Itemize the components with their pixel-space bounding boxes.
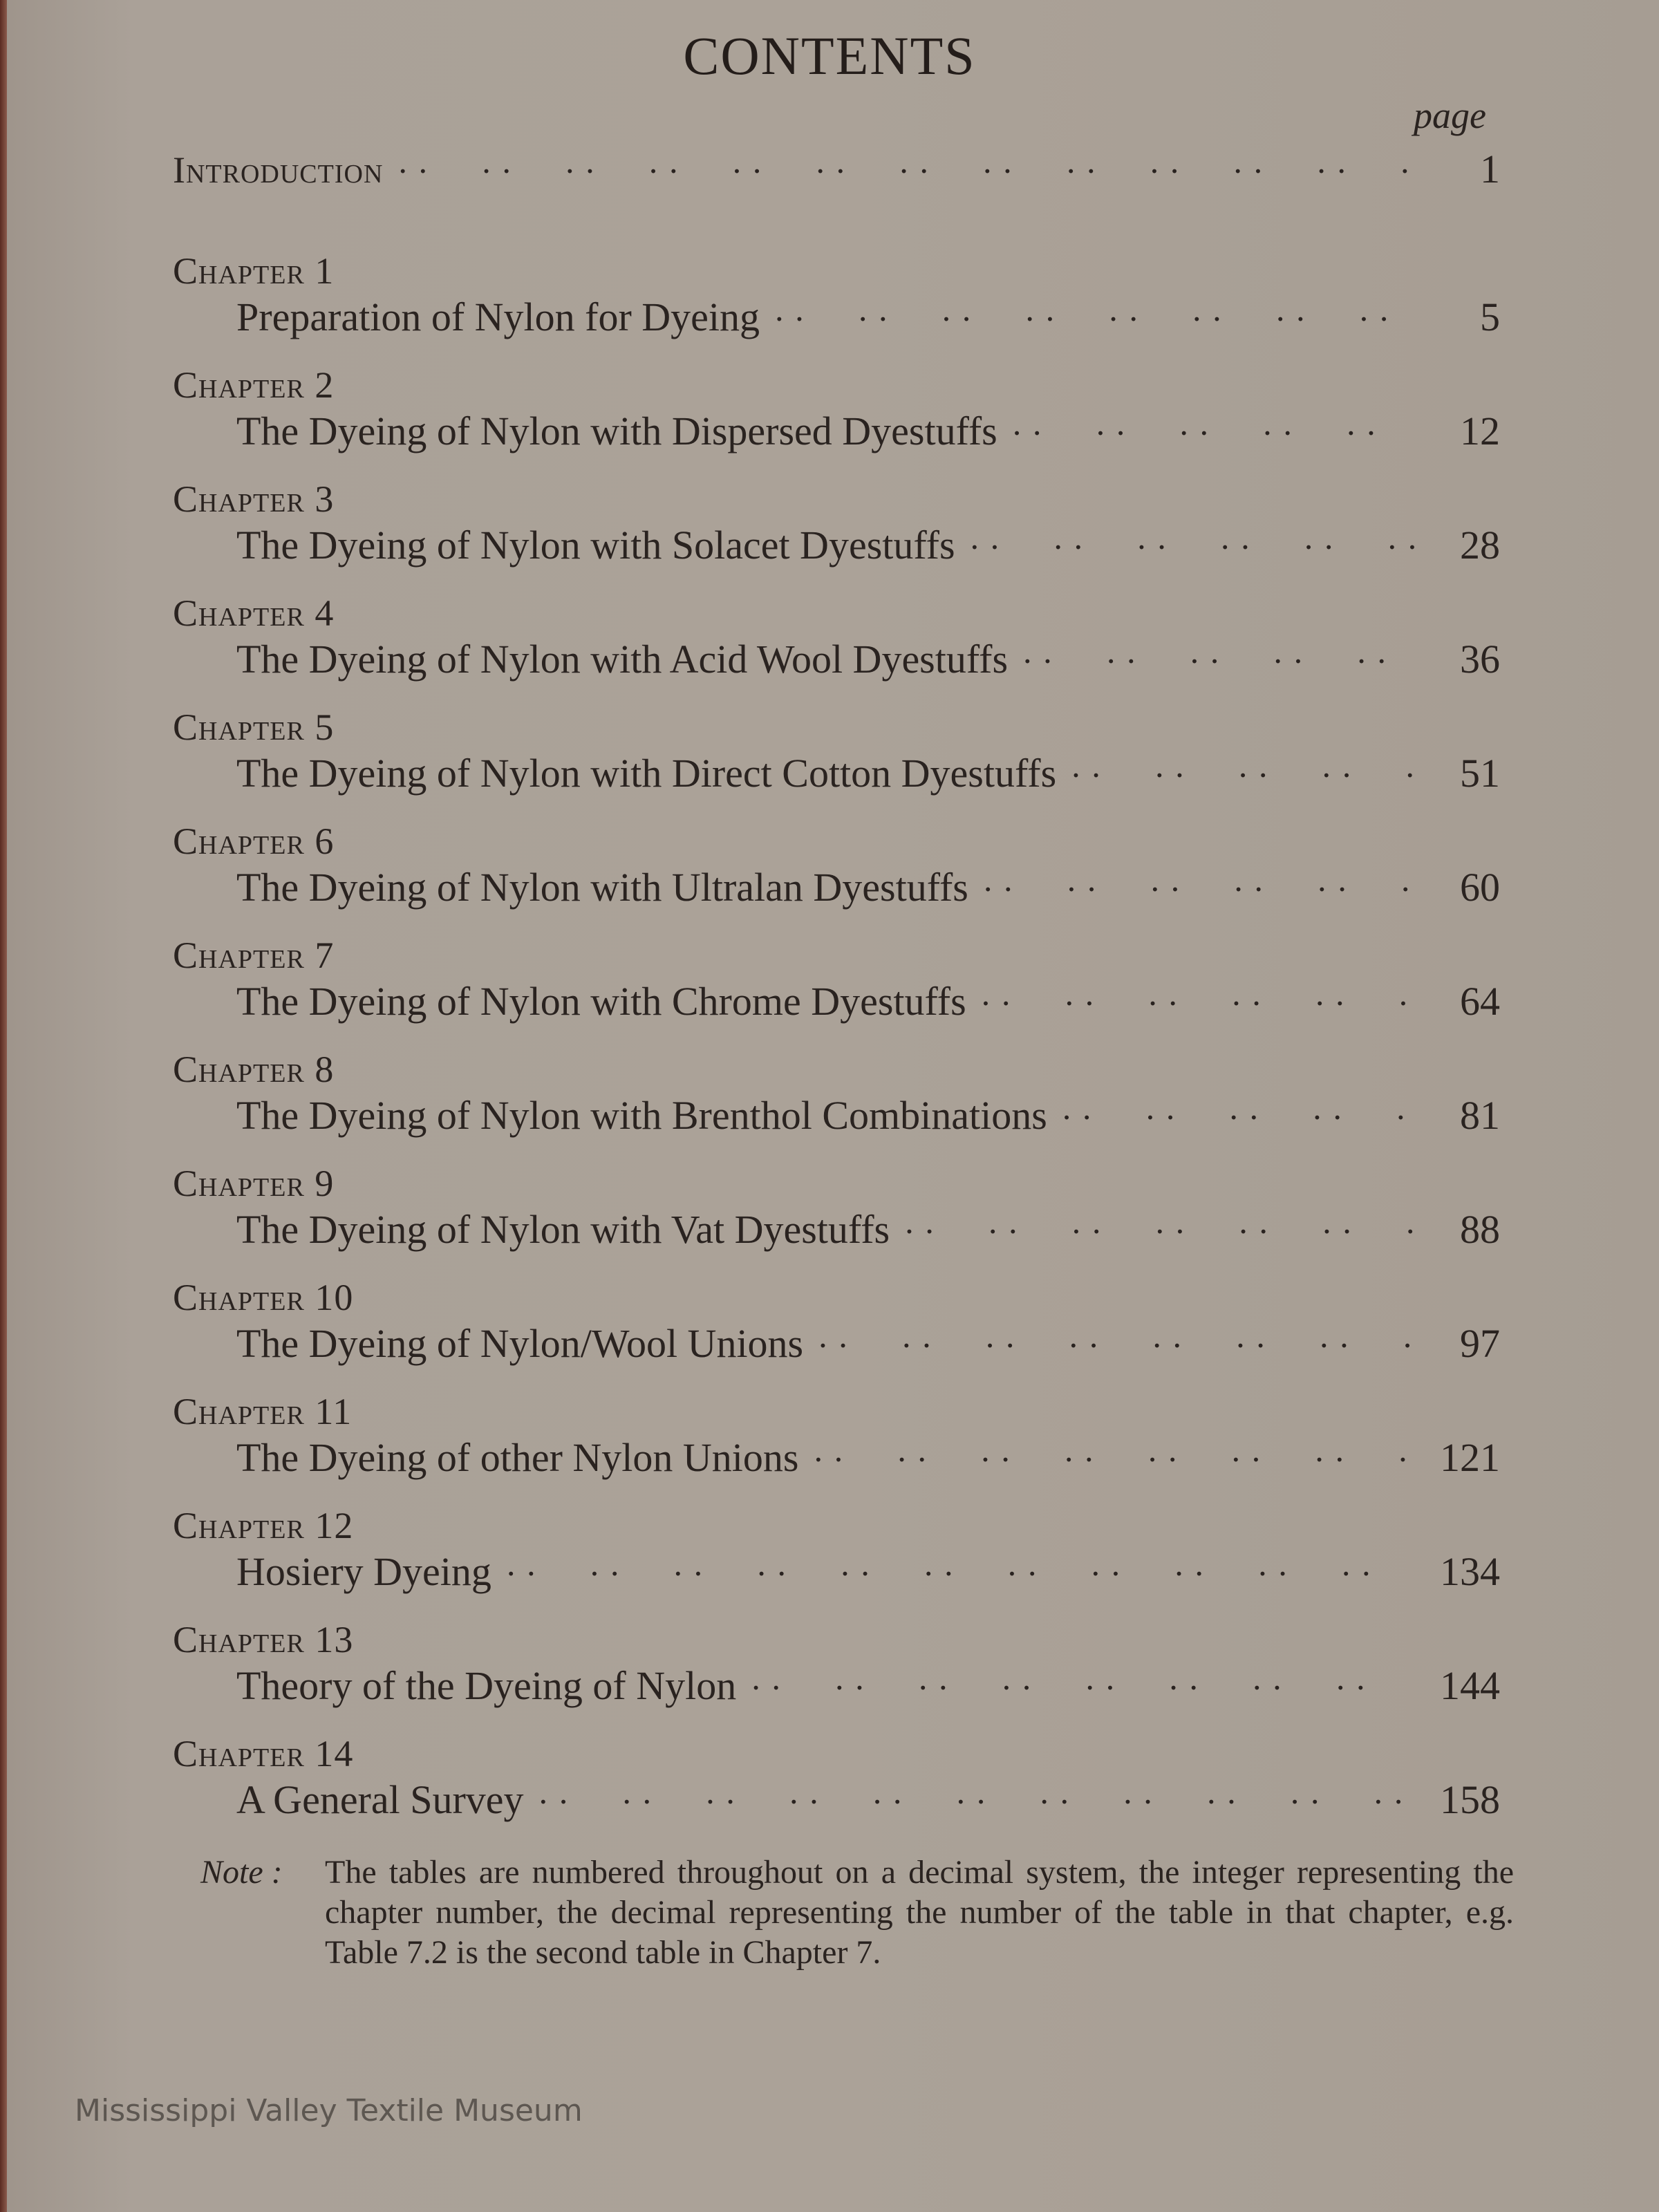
chapter-word: Chapter [173, 250, 305, 292]
dot-leader [817, 1320, 1416, 1369]
dot-leader [903, 1206, 1416, 1255]
toc-line [173, 749, 1500, 799]
page-number: 51 [1460, 751, 1500, 796]
chapter-word: Chapter [173, 706, 305, 748]
dot-leader [1061, 1091, 1416, 1141]
chapter-title: The Dyeing of Nylon with Direct Cotton Dyestuffs [236, 751, 1057, 796]
toc-line [173, 863, 1500, 913]
chapter-number: 7 [315, 935, 335, 976]
page-binding-edge [0, 0, 7, 2212]
page-number: 88 [1460, 1207, 1500, 1252]
dot-leader [774, 293, 1416, 343]
chapter-number: 14 [315, 1733, 354, 1774]
toc-entry-chapter [173, 363, 1500, 477]
note-label: Note : [200, 1854, 283, 1891]
chapter-word: Chapter [173, 1505, 305, 1546]
table-of-contents [173, 145, 1500, 1846]
toc-entry-chapter [173, 1503, 1500, 1618]
chapter-word: Chapter [173, 1049, 305, 1090]
dot-leader [538, 1776, 1416, 1826]
toc-entry-chapter [173, 1047, 1500, 1161]
toc-entry-chapter [173, 705, 1500, 819]
toc-entry-chapter [173, 249, 1500, 363]
page-number: 97 [1460, 1321, 1500, 1366]
page-number: 12 [1460, 409, 1500, 453]
chapter-heading [173, 363, 1500, 407]
page-number: 134 [1440, 1549, 1500, 1594]
toc-entry-chapter [173, 1618, 1500, 1732]
chapter-word: Chapter [173, 821, 305, 862]
chapter-title: The Dyeing of Nylon/Wool Unions [236, 1321, 804, 1366]
chapter-title: The Dyeing of Nylon with Solacet Dyestuffs [236, 523, 955, 568]
toc-entry-chapter [173, 1732, 1500, 1846]
chapter-word: Chapter [173, 1733, 305, 1774]
chapter-title: Hosiery Dyeing [236, 1549, 491, 1594]
dot-leader [969, 521, 1416, 571]
chapter-heading [173, 1047, 1500, 1091]
page-column-label: page [1414, 95, 1486, 136]
chapter-title: A General Survey [236, 1777, 524, 1822]
toc-line [173, 1320, 1500, 1369]
page-number: 81 [1460, 1093, 1500, 1138]
museum-watermark: Mississippi Valley Textile Museum [75, 2093, 583, 2128]
chapter-number: 12 [315, 1505, 354, 1546]
page-number: 36 [1460, 637, 1500, 682]
toc-line [173, 145, 1500, 195]
chapter-title: Theory of the Dyeing of Nylon [236, 1663, 737, 1708]
chapter-heading [173, 819, 1500, 863]
dot-leader [1022, 635, 1416, 685]
chapter-number: 9 [315, 1163, 335, 1204]
page-number: 144 [1440, 1663, 1500, 1708]
chapter-heading [173, 591, 1500, 635]
chapter-title: The Dyeing of Nylon with Dispersed Dyestuffs [236, 409, 997, 453]
chapter-number: 5 [315, 706, 335, 748]
toc-line [173, 635, 1500, 685]
page-number: 1 [1480, 147, 1500, 191]
chapter-number: 6 [315, 821, 335, 862]
toc-line [173, 521, 1500, 571]
toc-line [173, 1776, 1500, 1826]
chapter-number: 10 [315, 1277, 354, 1318]
chapter-word: Chapter [173, 1277, 305, 1318]
chapter-heading [173, 249, 1500, 293]
footnote [200, 1853, 1514, 1973]
toc-entry-chapter [173, 1161, 1500, 1275]
dot-leader [397, 145, 1416, 195]
toc-entry-chapter [173, 1389, 1500, 1503]
chapter-number: 8 [315, 1049, 335, 1090]
chapter-heading [173, 1275, 1500, 1320]
chapter-number: 13 [315, 1619, 354, 1660]
chapter-number: 11 [315, 1391, 353, 1432]
toc-line [173, 977, 1500, 1027]
chapter-title: The Dyeing of Nylon with Ultralan Dyestuffs [236, 865, 968, 910]
chapter-heading [173, 1389, 1500, 1434]
toc-line [173, 407, 1500, 457]
chapter-number: 1 [315, 250, 335, 292]
chapter-title: The Dyeing of Nylon with Chrome Dyestuffs [236, 979, 966, 1024]
dot-leader [980, 977, 1416, 1027]
toc-entry-introduction [173, 145, 1500, 249]
dot-leader [812, 1434, 1416, 1483]
introduction-label: Introduction [173, 149, 384, 191]
chapter-heading [173, 1161, 1500, 1206]
chapter-title: The Dyeing of Nylon with Vat Dyestuffs [236, 1207, 890, 1252]
chapter-title: The Dyeing of other Nylon Unions [236, 1435, 799, 1480]
note-text: The tables are numbered throughout on a decimal system, the integer representing the chapter number, the decimal representing the number of the table in that chapter, e.g. Table 7.2 is the second table in Chapter 7. [325, 1854, 1514, 1971]
page-number: 121 [1440, 1435, 1500, 1480]
dot-leader [505, 1548, 1416, 1597]
toc-entry-chapter [173, 1275, 1500, 1389]
chapter-word: Chapter [173, 478, 305, 520]
toc-line [173, 1091, 1500, 1141]
chapter-heading [173, 1618, 1500, 1662]
chapter-word: Chapter [173, 1619, 305, 1660]
chapter-heading [173, 705, 1500, 749]
toc-line [173, 1548, 1500, 1597]
toc-entry-chapter [173, 933, 1500, 1047]
page-number: 158 [1440, 1777, 1500, 1822]
page-number: 64 [1460, 979, 1500, 1024]
chapter-number: 4 [315, 592, 335, 634]
page-number: 28 [1460, 523, 1500, 568]
chapter-heading [173, 933, 1500, 977]
page-number: 5 [1480, 294, 1500, 339]
chapter-title: The Dyeing of Nylon with Brenthol Combinations [236, 1093, 1047, 1138]
toc-line [173, 1206, 1500, 1255]
chapter-word: Chapter [173, 592, 305, 634]
toc-entry-chapter [173, 477, 1500, 591]
page-title: CONTENTS [683, 26, 976, 86]
chapter-title: Preparation of Nylon for Dyeing [236, 294, 760, 339]
chapter-word: Chapter [173, 935, 305, 976]
chapter-number: 3 [315, 478, 335, 520]
toc-entry-chapter [173, 819, 1500, 933]
chapter-heading [173, 477, 1500, 521]
chapter-title: The Dyeing of Nylon with Acid Wool Dyestuffs [236, 637, 1009, 682]
chapter-number: 2 [315, 364, 335, 406]
toc-line [173, 1662, 1500, 1712]
dot-leader [1011, 407, 1416, 457]
chapter-heading [173, 1732, 1500, 1776]
dot-leader [982, 863, 1416, 913]
chapter-word: Chapter [173, 364, 305, 406]
chapter-heading [173, 1503, 1500, 1548]
toc-line [173, 1434, 1500, 1483]
chapter-word: Chapter [173, 1163, 305, 1204]
toc-line [173, 293, 1500, 343]
dot-leader [750, 1662, 1416, 1712]
chapter-list [173, 249, 1500, 1846]
page-number: 60 [1460, 865, 1500, 910]
chapter-word: Chapter [173, 1391, 305, 1432]
dot-leader [1070, 749, 1416, 799]
toc-entry-chapter [173, 591, 1500, 705]
